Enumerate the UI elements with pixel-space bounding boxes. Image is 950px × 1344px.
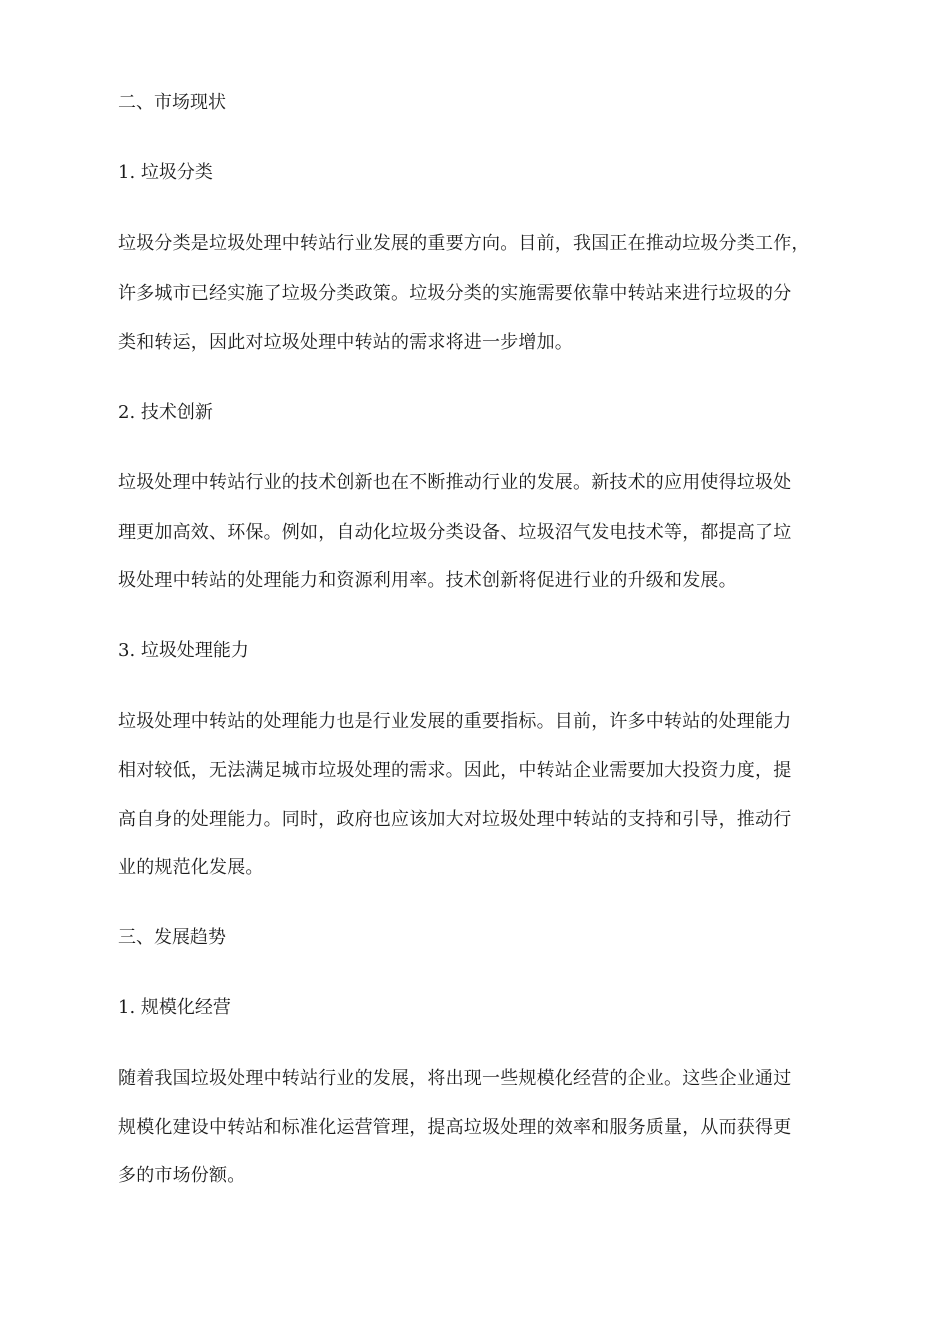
paragraph-line: 许多城市已经实施了垃圾分类政策。垃圾分类的实施需要依靠中转站来进行垃圾的分 <box>118 283 792 304</box>
section-heading-market-status: 二、市场现状 <box>118 92 226 113</box>
paragraph-line: 随着我国垃圾处理中转站行业的发展，将出现一些规模化经营的企业。这些企业通过 <box>118 1068 792 1089</box>
paragraph-line: 业的规范化发展。 <box>118 857 264 878</box>
paragraph-line: 垃圾处理中转站的处理能力也是行业发展的重要指标。目前，许多中转站的处理能力 <box>118 711 792 732</box>
paragraph-line: 垃圾处理中转站行业的技术创新也在不断推动行业的发展。新技术的应用使得垃圾处 <box>118 472 792 493</box>
subheading-processing-capacity: 3. 垃圾处理能力 <box>118 640 249 661</box>
paragraph-line: 垃圾分类是垃圾处理中转站行业发展的重要方向。目前，我国正在推动垃圾分类工作， <box>118 233 810 254</box>
paragraph-line: 多的市场份额。 <box>118 1165 246 1186</box>
paragraph-line: 类和转运，因此对垃圾处理中转站的需求将进一步增加。 <box>118 332 573 353</box>
paragraph-line: 理更加高效、环保。例如，自动化垃圾分类设备、垃圾沼气发电技术等，都提高了垃 <box>118 522 792 543</box>
subheading-scale-operation: 1. 规模化经营 <box>118 997 231 1018</box>
paragraph-line: 规模化建设中转站和标准化运营管理，提高垃圾处理的效率和服务质量，从而获得更 <box>118 1117 792 1138</box>
subheading-tech-innovation: 2. 技术创新 <box>118 402 213 423</box>
subheading-garbage-sorting: 1. 垃圾分类 <box>118 162 213 183</box>
paragraph-line: 高自身的处理能力。同时，政府也应该加大对垃圾处理中转站的支持和引导，推动行 <box>118 809 792 830</box>
paragraph-line: 相对较低，无法满足城市垃圾处理的需求。因此，中转站企业需要加大投资力度，提 <box>118 760 792 781</box>
section-heading-development-trends: 三、发展趋势 <box>118 927 226 948</box>
paragraph-line: 圾处理中转站的处理能力和资源利用率。技术创新将促进行业的升级和发展。 <box>118 570 737 591</box>
